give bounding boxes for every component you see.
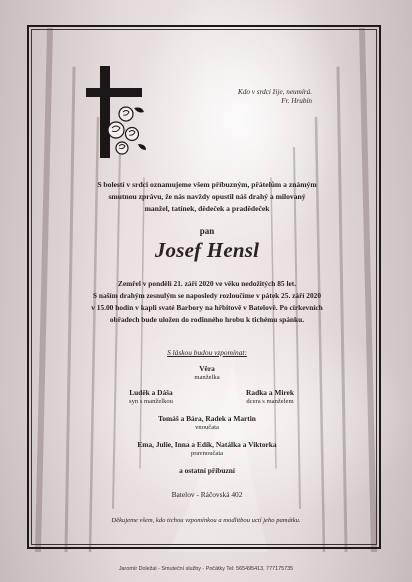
mourner-name: Tomáš a Bára, Radek a Martin (158, 414, 256, 423)
mourner-ludek (96, 388, 206, 406)
cross-with-roses-icon (86, 64, 154, 160)
mourner-name: Věra (199, 364, 215, 373)
honorific: pan (199, 226, 215, 236)
mourner-great-grandchildren (60, 440, 354, 458)
funeral-service-footer: Jaromír Doležal - Smuteční služby - Počátky Tel: 565495413, 777175735 (118, 566, 294, 572)
funeral-info (60, 278, 354, 326)
family-address: Batelov - Ráčovská 402 (171, 490, 243, 499)
quote (238, 88, 312, 106)
info-line: obřadech bude uložen do rodinného hrobu k tichému spánku. (109, 315, 305, 324)
mourner-name: Radka a Mirek (246, 388, 294, 397)
mourner-grandchildren (60, 414, 354, 432)
intro-line: smutnou zprávu, že nás navždy opustil náš drahý a milovaný (108, 191, 306, 201)
quote-author: Fr. Hrubín (281, 97, 312, 105)
mourner-relation: pravnoučata (190, 450, 224, 457)
mourner-relation: syn s manželkou (129, 398, 173, 405)
mourner-radka (210, 388, 330, 406)
thanks-note: Děkujeme všem, kdo tichou vzpomínkou a modlitbou uctí jeho památku. (111, 517, 301, 524)
info-line: v 15.00 hodin v kapli svaté Barbory na hřbitově v Batelově. Po církevních (91, 303, 323, 312)
mourner-name: a ostatní příbuzní (179, 466, 235, 475)
mourner-vera (60, 364, 354, 382)
mourner-relation: dcera s manželem (246, 398, 294, 405)
deceased-name: Josef Hensl (154, 238, 260, 262)
quote-text: Kdo v srdci žije, neumírá. (238, 88, 312, 96)
mourner-relation: manželka (194, 374, 220, 381)
announcement-intro (60, 179, 354, 214)
mourner-others (60, 466, 354, 475)
intro-line: manžel, tatínek, dědeček a pradědeček (144, 203, 270, 213)
mourner-name: Luděk a Dáša (129, 388, 173, 397)
mourner-relation: vnoučata (195, 424, 219, 431)
info-line: Zemřel v pondělí 21. září 2020 ve věku nedožitých 85 let. (117, 279, 297, 288)
info-line: S naším drahým zesnulým se naposledy rozloučíme v pátek 25. září 2020 (92, 291, 322, 300)
intro-line: S bolestí v srdci oznamujeme všem příbuzným, přátelům a známým (97, 180, 317, 189)
memorial-heading: S láskou budou vzpomínat: (167, 348, 247, 357)
mourner-name: Ema, Julie, Inna a Edík, Natálka a Viktorka (137, 440, 277, 449)
